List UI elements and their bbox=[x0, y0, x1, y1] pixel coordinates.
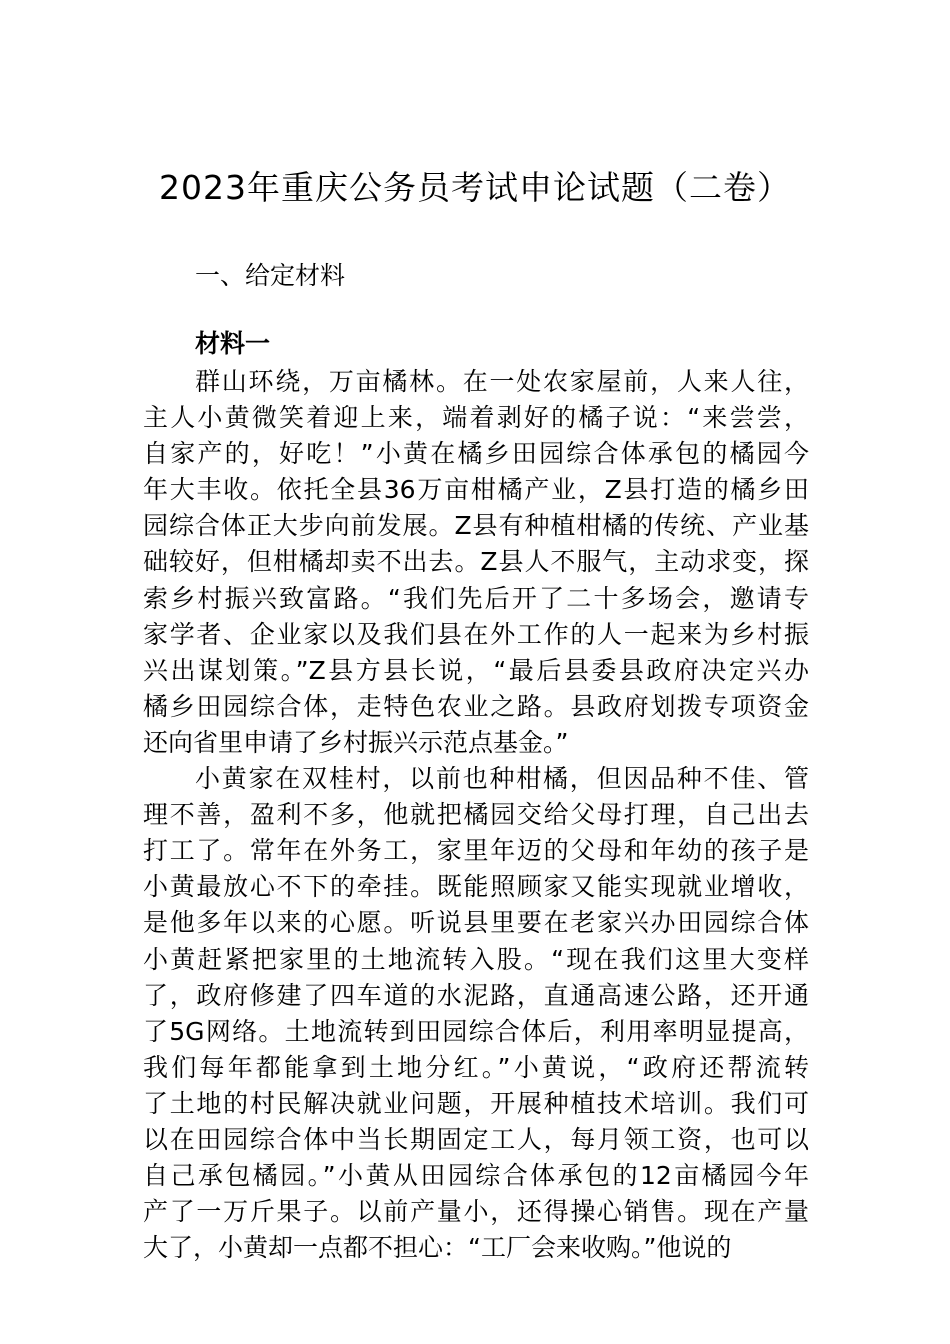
paragraph bbox=[143, 364, 809, 761]
paragraph-line: 了，政府修建了四车道的水泥路，直通高速公路，还开通 bbox=[143, 980, 809, 1010]
paragraph-line: 还向省里申请了乡村振兴示范点基金。” bbox=[143, 727, 569, 757]
paragraph-line: 年大丰收。依托全县36万亩柑橘产业，Z县打造的橘乡田 bbox=[143, 475, 809, 505]
paragraph-line: 是他多年以来的心愿。听说县里要在老家兴办田园综合体 bbox=[143, 908, 809, 938]
paragraph-line: 群山环绕，万亩橘林。在一处农家屋前，人来人往， bbox=[195, 367, 809, 396]
material-heading: 材料一 bbox=[195, 329, 271, 358]
paragraph-line: 大了，小黄却一点都不担心：“工厂会来收购。”他说的 bbox=[143, 1233, 732, 1263]
paragraph-line: 主人小黄微笑着迎上来，端着剥好的橘子说：“来尝尝， bbox=[143, 403, 809, 433]
paragraph bbox=[143, 761, 809, 1266]
section-heading: 一、给定材料 bbox=[195, 261, 346, 290]
document-title: 2023年重庆公务员考试申论试题（二卷） bbox=[159, 168, 791, 207]
paragraph-line: 我们每年都能拿到土地分红。”小黄说，“政府还帮流转 bbox=[143, 1052, 809, 1082]
paragraph-line: 园综合体正大步向前发展。Z县有种植柑橘的传统、产业基 bbox=[143, 511, 809, 541]
paragraph-line: 了土地的村民解决就业问题，开展种植技术培训。我们可 bbox=[143, 1088, 809, 1118]
paragraph-line: 小黄最放心不下的牵挂。既能照顾家又能实现就业增收， bbox=[143, 872, 809, 902]
paragraph-line: 索乡村振兴致富路。“我们先后开了二十多场会，邀请专 bbox=[143, 583, 809, 613]
paragraph-line: 橘乡田园综合体，走特色农业之路。县政府划拨专项资金 bbox=[143, 691, 809, 721]
paragraph-line: 打工了。常年在外务工，家里年迈的父母和年幼的孩子是 bbox=[143, 836, 809, 866]
paragraph-line: 产了一万斤果子。以前产量小，还得操心销售。现在产量 bbox=[143, 1197, 809, 1227]
paragraph-line: 了5G网络。土地流转到田园综合体后，利用率明显提高， bbox=[143, 1016, 809, 1046]
body-text bbox=[143, 364, 809, 1266]
paragraph-line: 小黄赶紧把家里的土地流转入股。“现在我们这里大变样 bbox=[143, 944, 809, 974]
paragraph-line: 自己承包橘园。”小黄从田园综合体承包的12亩橘园今年 bbox=[143, 1161, 809, 1191]
paragraph-line: 兴出谋划策。”Z县方县长说，“最后县委县政府决定兴办 bbox=[143, 655, 809, 685]
paragraph-line: 家学者、企业家以及我们县在外工作的人一起来为乡村振 bbox=[143, 619, 809, 649]
paragraph-line: 小黄家在双桂村，以前也种柑橘，但因品种不佳、管 bbox=[195, 764, 809, 794]
paragraph-line: 理不善，盈利不多，他就把橘园交给父母打理，自己出去 bbox=[143, 800, 809, 830]
paragraph-line: 以在田园综合体中当长期固定工人，每月领工资，也可以 bbox=[143, 1124, 809, 1154]
paragraph-line: 自家产的，好吃！”小黄在橘乡田园综合体承包的橘园今 bbox=[143, 439, 809, 469]
paragraph-line: 础较好，但柑橘却卖不出去。Z县人不服气，主动求变，探 bbox=[143, 547, 809, 577]
